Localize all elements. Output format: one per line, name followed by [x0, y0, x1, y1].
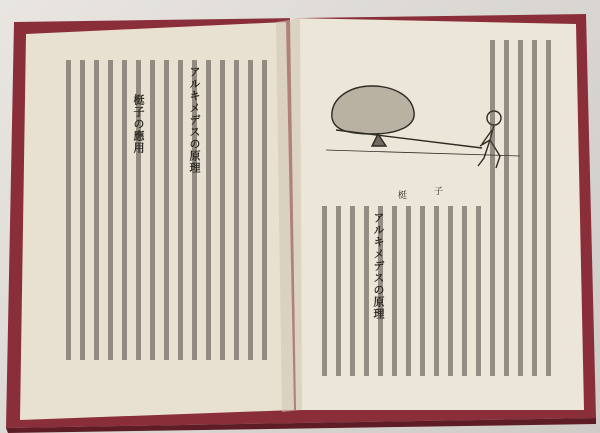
boulder — [332, 86, 414, 134]
figure-caption-right: 子 — [434, 187, 444, 197]
right-page-heading: アルキメデスの原理 — [372, 212, 385, 320]
figure-caption-left: 梃 — [398, 191, 408, 201]
left-page-subheading: 梃子の應用 — [132, 94, 145, 154]
left-page-heading: アルキメデスの原理 — [188, 66, 201, 174]
left-page-text-block — [66, 60, 267, 360]
